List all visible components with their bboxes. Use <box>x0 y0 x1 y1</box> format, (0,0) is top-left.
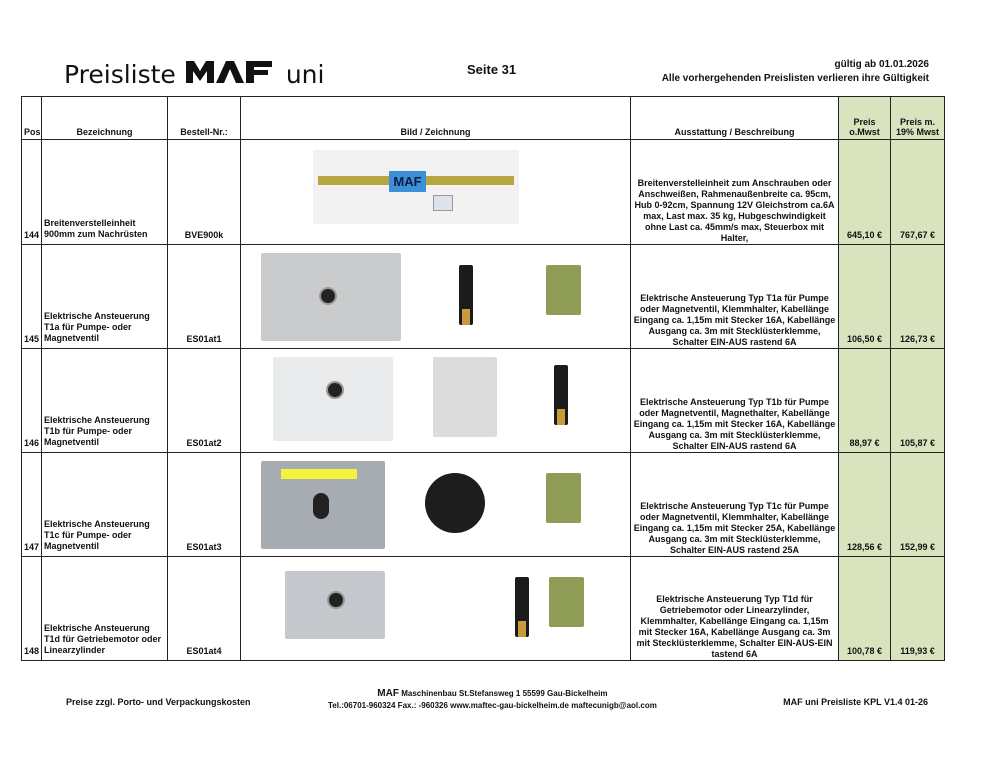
row-price-gross: 119,93 € <box>891 557 945 661</box>
row-pos: 148 <box>22 557 42 661</box>
table-row <box>22 140 945 245</box>
row-image <box>241 453 631 557</box>
footer-contact: Tel.:06701-960324 Fax.: -960326 www.maftec-gau-bickelheim.de maftecunigb@aol.com <box>328 701 657 710</box>
control-box-photo <box>261 461 385 549</box>
width-adjustment-unit-photo: MAF <box>313 150 519 224</box>
page-number: Seite 31 <box>467 62 517 77</box>
control-box-photo <box>285 571 385 639</box>
col-price-gross <box>891 97 945 140</box>
control-box-photo <box>261 253 401 341</box>
row-desc: Breitenverstelleinheit zum Anschrauben oder Anschweißen, Rahmenaußenbreite ca. 95cm, Hub 0-92cm, Spannung 12V Gleichstrom ca.6A max, Last max. 35 kg, Hubgeschwindigkeit ohne Last ca. 45mm/s max, Steuerbox mit Halter, <box>631 140 839 245</box>
col-price-net-l2: o.Mwst <box>849 127 880 137</box>
row-code: ES01at2 <box>168 349 241 453</box>
plug-photo <box>515 577 529 637</box>
row-price-net: 88,97 € <box>839 349 891 453</box>
row-code: ES01at4 <box>168 557 241 661</box>
row-image <box>241 140 631 245</box>
row-pos: 147 <box>22 453 42 557</box>
validity-note: Alle vorhergehenden Preislisten verlieren ihre Gültigkeit <box>661 73 929 84</box>
row-price-net: 645,10 € <box>839 140 891 245</box>
plug-photo <box>459 265 473 325</box>
table-header-row <box>22 97 945 140</box>
title-suffix: uni <box>285 60 325 89</box>
row-name: Breitenverstelleinheit 900mm zum Nachrüsten <box>42 140 168 245</box>
row-code: ES01at3 <box>168 453 241 557</box>
col-desc: Ausstattung / Beschreibung <box>631 97 839 140</box>
magnet-holder-photo <box>433 357 497 437</box>
footer-address <box>328 688 657 712</box>
footer-address-line1 <box>328 688 657 700</box>
footer-company: Maschinenbau St.Stefansweg 1 55599 Gau-Bickelheim <box>401 689 608 698</box>
col-price-gross-l2: 19% Mwst <box>895 127 939 137</box>
table-row <box>22 245 945 349</box>
row-pos: 144 <box>22 140 42 245</box>
title-prefix: Preisliste <box>64 60 176 89</box>
row-price-gross: 126,73 € <box>891 245 945 349</box>
clamp-photo <box>546 265 581 315</box>
plug-photo <box>554 365 568 425</box>
validity-info <box>662 58 929 86</box>
table-row <box>22 349 945 453</box>
control-box-photo <box>273 357 393 441</box>
row-price-gross: 767,67 € <box>891 140 945 245</box>
row-desc: Elektrische Ansteuerung Typ T1b für Pumpe oder Magnetventil, Magnethalter, Kabellänge Eingang ca. 1,15m mit Stecker 16A, Kabellänge Ausgang ca. 3m mit Stecklüsterklemme, Schalter EIN-AUS rastend 6A <box>631 349 839 453</box>
row-code: ES01at1 <box>168 245 241 349</box>
col-price-net <box>839 97 891 140</box>
row-image <box>241 557 631 661</box>
footer-shipping-note: Preise zzgl. Porto- und Verpackungskosten <box>66 697 251 707</box>
row-desc: Elektrische Ansteuerung Typ T1c für Pumpe oder Magnetventil, Klemmhalter, Kabellänge Eingang ca. 1,15m mit Stecker 25A, Kabellänge Ausgang ca. 3m mit Stecklüsterklemme, Schalter EIN-AUS rastend 25A <box>631 453 839 557</box>
footer-maf-logo: MAF <box>377 688 399 699</box>
row-desc: Elektrische Ansteuerung Typ T1d für Getriebemotor oder Linearzylinder, Klemmhalter, Kabellänge Eingang ca. 1,15m mit Stecker 16A, Kabellänge Ausgang ca. 3m mit Stecklüsterklemme, Schalter EIN-AUS-EIN tastend 6A <box>631 557 839 661</box>
price-table <box>21 96 945 661</box>
row-image <box>241 349 631 453</box>
maf-logo <box>186 60 272 89</box>
row-name: Elektrische Ansteuerung T1d für Getriebemotor oder Linearzylinder <box>42 557 168 661</box>
clamp-photo <box>546 473 581 523</box>
col-pos: Pos <box>22 97 42 140</box>
col-name: Bezeichnung <box>42 97 168 140</box>
row-price-net: 106,50 € <box>839 245 891 349</box>
row-price-net: 100,78 € <box>839 557 891 661</box>
row-desc: Elektrische Ansteuerung Typ T1a für Pumpe oder Magnetventil, Klemmhalter, Kabellänge Eingang ca. 1,15m mit Stecker 16A, Kabellänge Ausgang ca. 3m mit Stecklüsterklemme, Schalter EIN-AUS rastend 6A <box>631 245 839 349</box>
col-price-net-l1: Preis <box>853 117 876 127</box>
table-row <box>22 453 945 557</box>
clamp-photo <box>549 577 584 627</box>
page-title <box>64 60 324 89</box>
row-name: Elektrische Ansteuerung T1b für Pumpe- oder Magnetventil <box>42 349 168 453</box>
row-price-gross: 152,99 € <box>891 453 945 557</box>
col-code: Bestell-Nr.: <box>168 97 241 140</box>
table-row <box>22 557 945 661</box>
row-name: Elektrische Ansteuerung T1c für Pumpe- oder Magnetventil <box>42 453 168 557</box>
footer-version: MAF uni Preisliste KPL V1.4 01-26 <box>783 697 928 707</box>
row-pos: 145 <box>22 245 42 349</box>
row-pos: 146 <box>22 349 42 453</box>
valid-from: gültig ab 01.01.2026 <box>834 59 929 70</box>
row-price-net: 128,56 € <box>839 453 891 557</box>
socket-photo <box>425 473 485 533</box>
row-price-gross: 105,87 € <box>891 349 945 453</box>
col-price-gross-l1: Preis m. <box>899 117 936 127</box>
row-name: Elektrische Ansteuerung T1a für Pumpe- oder Magnetventil <box>42 245 168 349</box>
col-image: Bild / Zeichnung <box>241 97 631 140</box>
row-image <box>241 245 631 349</box>
row-code: BVE900k <box>168 140 241 245</box>
